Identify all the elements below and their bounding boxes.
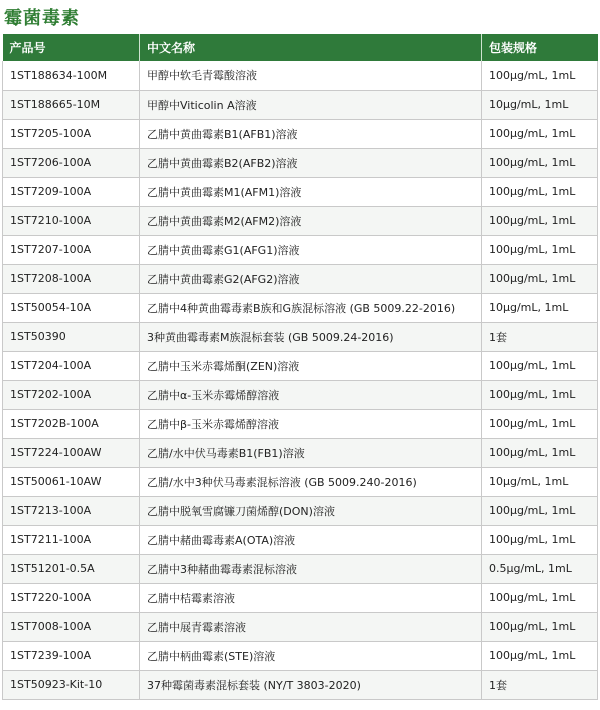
table-row [3,264,598,293]
cell-name-cn: 乙腈中赭曲霉毒素A(OTA)溶液 [140,525,482,554]
cell-product-no: 1ST50061-10AW [3,467,140,496]
cell-spec: 100μg/mL, 1mL [482,206,598,235]
table-row [3,496,598,525]
cell-name-cn: 乙腈中黄曲霉素B1(AFB1)溶液 [140,119,482,148]
column-header-spec: 包装规格 [489,41,538,55]
cell-spec: 1套 [482,670,598,699]
table-header-row [3,34,598,61]
cell-spec: 100μg/mL, 1mL [482,525,598,554]
cell-product-no: 1ST7206-100A [3,148,140,177]
cell-spec: 100μg/mL, 1mL [482,235,598,264]
cell-product-no: 1ST7213-100A [3,496,140,525]
cell-product-no: 1ST7204-100A [3,351,140,380]
cell-name-cn: 乙腈中黄曲霉素B2(AFB2)溶液 [140,148,482,177]
cell-product-no: 1ST51201-0.5A [3,554,140,583]
table-row [3,206,598,235]
cell-product-no: 1ST188665-10M [3,90,140,119]
cell-name-cn: 乙腈中α-玉米赤霉烯醇溶液 [140,380,482,409]
cell-name-cn: 甲醇中Viticolin A溶液 [140,90,482,119]
cell-product-no: 1ST7205-100A [3,119,140,148]
table-row [3,612,598,641]
cell-product-no: 1ST7239-100A [3,641,140,670]
cell-name-cn: 乙腈中黄曲霉素M1(AFM1)溶液 [140,177,482,206]
cell-spec: 1套 [482,322,598,351]
cell-spec: 100μg/mL, 1mL [482,583,598,612]
cell-spec: 10μg/mL, 1mL [482,293,598,322]
cell-name-cn: 乙腈中4种黄曲霉毒素B族和G族混标溶液 (GB 5009.22-2016) [140,293,482,322]
cell-spec: 10μg/mL, 1mL [482,90,598,119]
table-row [3,351,598,380]
cell-product-no: 1ST50390 [3,322,140,351]
cell-product-no: 1ST7202-100A [3,380,140,409]
table-row [3,641,598,670]
table-row [3,293,598,322]
cell-spec: 100μg/mL, 1mL [482,177,598,206]
cell-name-cn: 乙腈中玉米赤霉烯酮(ZEN)溶液 [140,351,482,380]
cell-spec: 100μg/mL, 1mL [482,612,598,641]
cell-name-cn: 37种霉菌毒素混标套装 (NY/T 3803-2020) [140,670,482,699]
cell-product-no: 1ST7210-100A [3,206,140,235]
table-row [3,554,598,583]
table-row [3,235,598,264]
cell-name-cn: 乙腈/水中3种伏马毒素混标溶液 (GB 5009.240-2016) [140,467,482,496]
cell-product-no: 1ST7209-100A [3,177,140,206]
cell-name-cn: 3种黄曲霉毒素M族混标套装 (GB 5009.24-2016) [140,322,482,351]
cell-product-no: 1ST50923-Kit-10 [3,670,140,699]
table-row [3,177,598,206]
table-row [3,61,598,90]
cell-name-cn: 乙腈中脱氧雪腐镰刀菌烯醇(DON)溶液 [140,496,482,525]
cell-name-cn: 乙腈中桔霉素溶液 [140,583,482,612]
product-table [2,34,598,700]
cell-name-cn: 甲醇中软毛青霉酸溶液 [140,61,482,90]
cell-spec: 100μg/mL, 1mL [482,380,598,409]
cell-spec: 100μg/mL, 1mL [482,496,598,525]
cell-spec: 100μg/mL, 1mL [482,641,598,670]
table-row [3,438,598,467]
page-title: 霉菌毒素 [4,8,80,29]
table-row [3,670,598,699]
cell-name-cn: 乙腈中β-玉米赤霉烯醇溶液 [140,409,482,438]
cell-spec: 100μg/mL, 1mL [482,264,598,293]
cell-spec: 100μg/mL, 1mL [482,438,598,467]
table-row [3,119,598,148]
cell-spec: 100μg/mL, 1mL [482,148,598,177]
cell-product-no: 1ST50054-10A [3,293,140,322]
cell-product-no: 1ST7207-100A [3,235,140,264]
cell-spec: 100μg/mL, 1mL [482,119,598,148]
cell-product-no: 1ST188634-100M [3,61,140,90]
table-row [3,467,598,496]
cell-spec: 0.5μg/mL, 1mL [482,554,598,583]
cell-product-no: 1ST7224-100AW [3,438,140,467]
cell-name-cn: 乙腈中3种赭曲霉毒素混标溶液 [140,554,482,583]
cell-name-cn: 乙腈中展青霉素溶液 [140,612,482,641]
cell-name-cn: 乙腈中柄曲霉素(STE)溶液 [140,641,482,670]
cell-product-no: 1ST7208-100A [3,264,140,293]
cell-spec: 100μg/mL, 1mL [482,409,598,438]
column-header-name-cn: 中文名称 [140,34,482,61]
cell-spec: 100μg/mL, 1mL [482,61,598,90]
table-row [3,148,598,177]
column-header-product-no: 产品号 [3,34,140,61]
cell-name-cn: 乙腈/水中伏马毒素B1(FB1)溶液 [140,438,482,467]
cell-product-no: 1ST7220-100A [3,583,140,612]
table-row [3,322,598,351]
table-row [3,525,598,554]
cell-name-cn: 乙腈中黄曲霉素M2(AFM2)溶液 [140,206,482,235]
cell-spec: 10μg/mL, 1mL [482,467,598,496]
table-body [3,61,598,699]
cell-product-no: 1ST7211-100A [3,525,140,554]
table-row [3,583,598,612]
cell-spec: 100μg/mL, 1mL [482,351,598,380]
cell-product-no: 1ST7202B-100A [3,409,140,438]
table-row [3,90,598,119]
table-row [3,380,598,409]
table-row [3,409,598,438]
cell-product-no: 1ST7008-100A [3,612,140,641]
cell-name-cn: 乙腈中黄曲霉素G2(AFG2)溶液 [140,264,482,293]
cell-name-cn: 乙腈中黄曲霉素G1(AFG1)溶液 [140,235,482,264]
